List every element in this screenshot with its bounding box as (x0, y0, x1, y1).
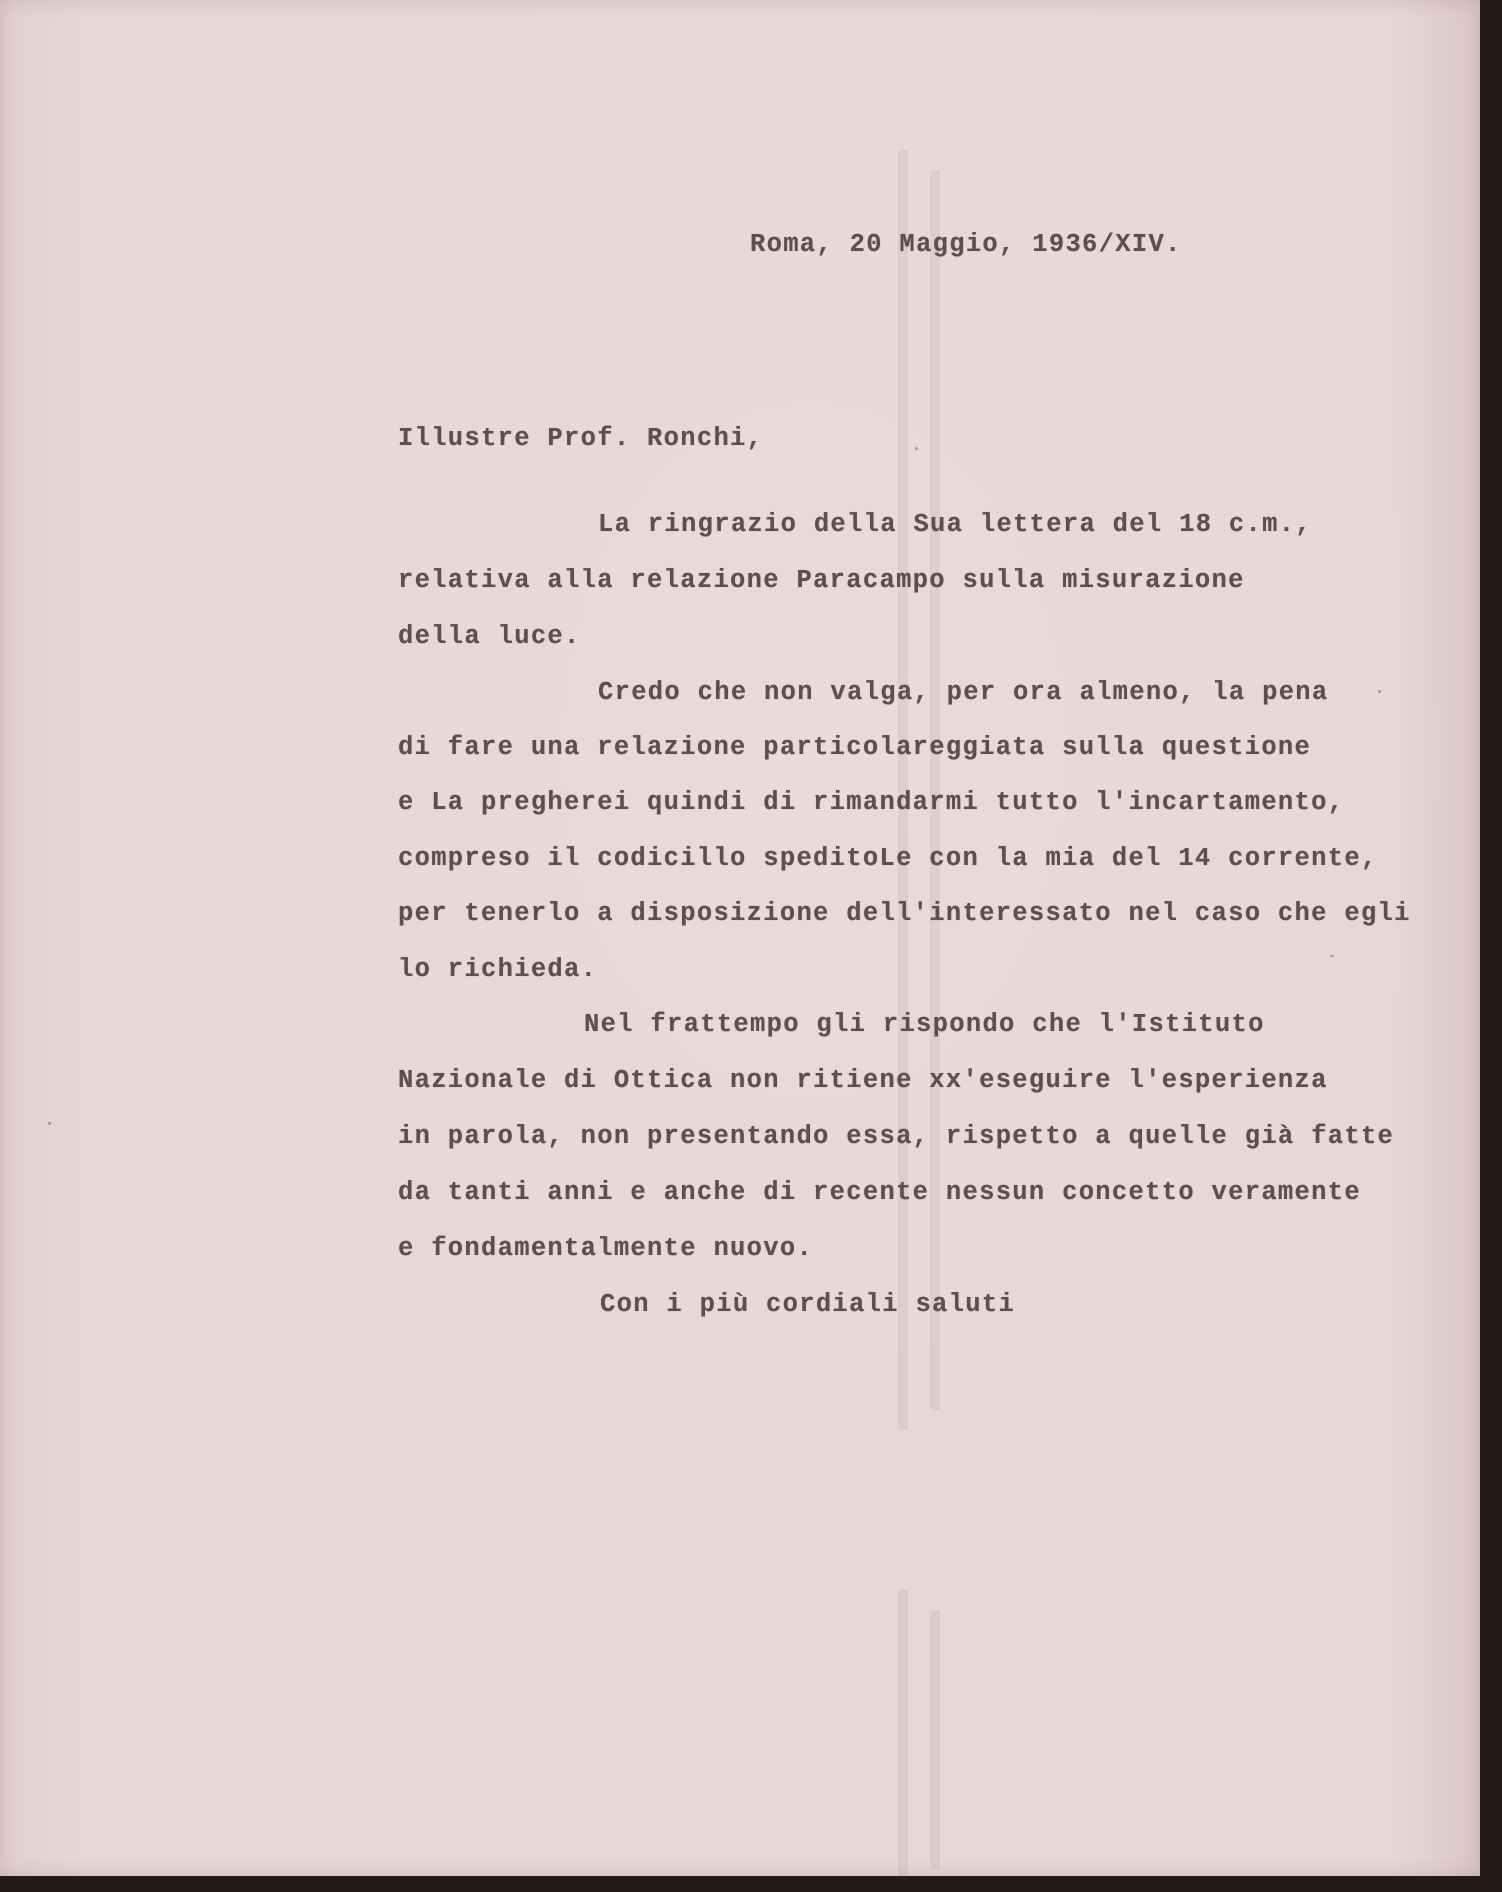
paper-speck (48, 1122, 51, 1125)
paragraph-3-line-4: da tanti anni e anche di recente nessun concetto veramente (398, 1178, 1361, 1207)
paragraph-1-line-1: La ringrazio della Sua lettera del 18 c.m., (598, 510, 1312, 539)
paragraph-3-line-1: Nel frattempo gli rispondo che l'Istituto (584, 1010, 1265, 1039)
paper-speck (915, 447, 918, 450)
paragraph-2-line-5: per tenerlo a disposizione dell'interessato nel caso che egli (398, 899, 1411, 928)
paragraph-1-line-3: della luce. (398, 622, 581, 651)
paper-speck (1378, 690, 1381, 693)
paragraph-2-line-1: Credo che non valga, per ora almeno, la pena (598, 678, 1329, 707)
paragraph-2-line-3: e La pregherei quindi di rimandarmi tutto l'incartamento, (398, 788, 1345, 817)
letter-date: Roma, 20 Maggio, 1936/XIV. (750, 230, 1182, 259)
paragraph-2-line-4: compreso il codicillo speditoLe con la mia del 14 corrente, (398, 844, 1378, 873)
paragraph-3-line-5: e fondamentalmente nuovo. (398, 1234, 814, 1263)
paragraph-1-line-2: relativa alla relazione Paracampo sulla misurazione (398, 566, 1245, 595)
paper-speck (1330, 955, 1334, 957)
letter-closing: Con i più cordiali saluti (600, 1290, 1016, 1319)
paragraph-3-line-2: Nazionale di Ottica non ritiene xx'eseguire l'esperienza (398, 1066, 1328, 1095)
letter-salutation: Illustre Prof. Ronchi, (398, 424, 764, 453)
paragraph-2-line-6: lo richieda. (398, 955, 598, 984)
paragraph-2-line-2: di fare una relazione particolareggiata sulla questione (398, 733, 1312, 762)
paragraph-3-line-3: in parola, non presentando essa, rispetto a quelle già fatte (398, 1122, 1395, 1151)
